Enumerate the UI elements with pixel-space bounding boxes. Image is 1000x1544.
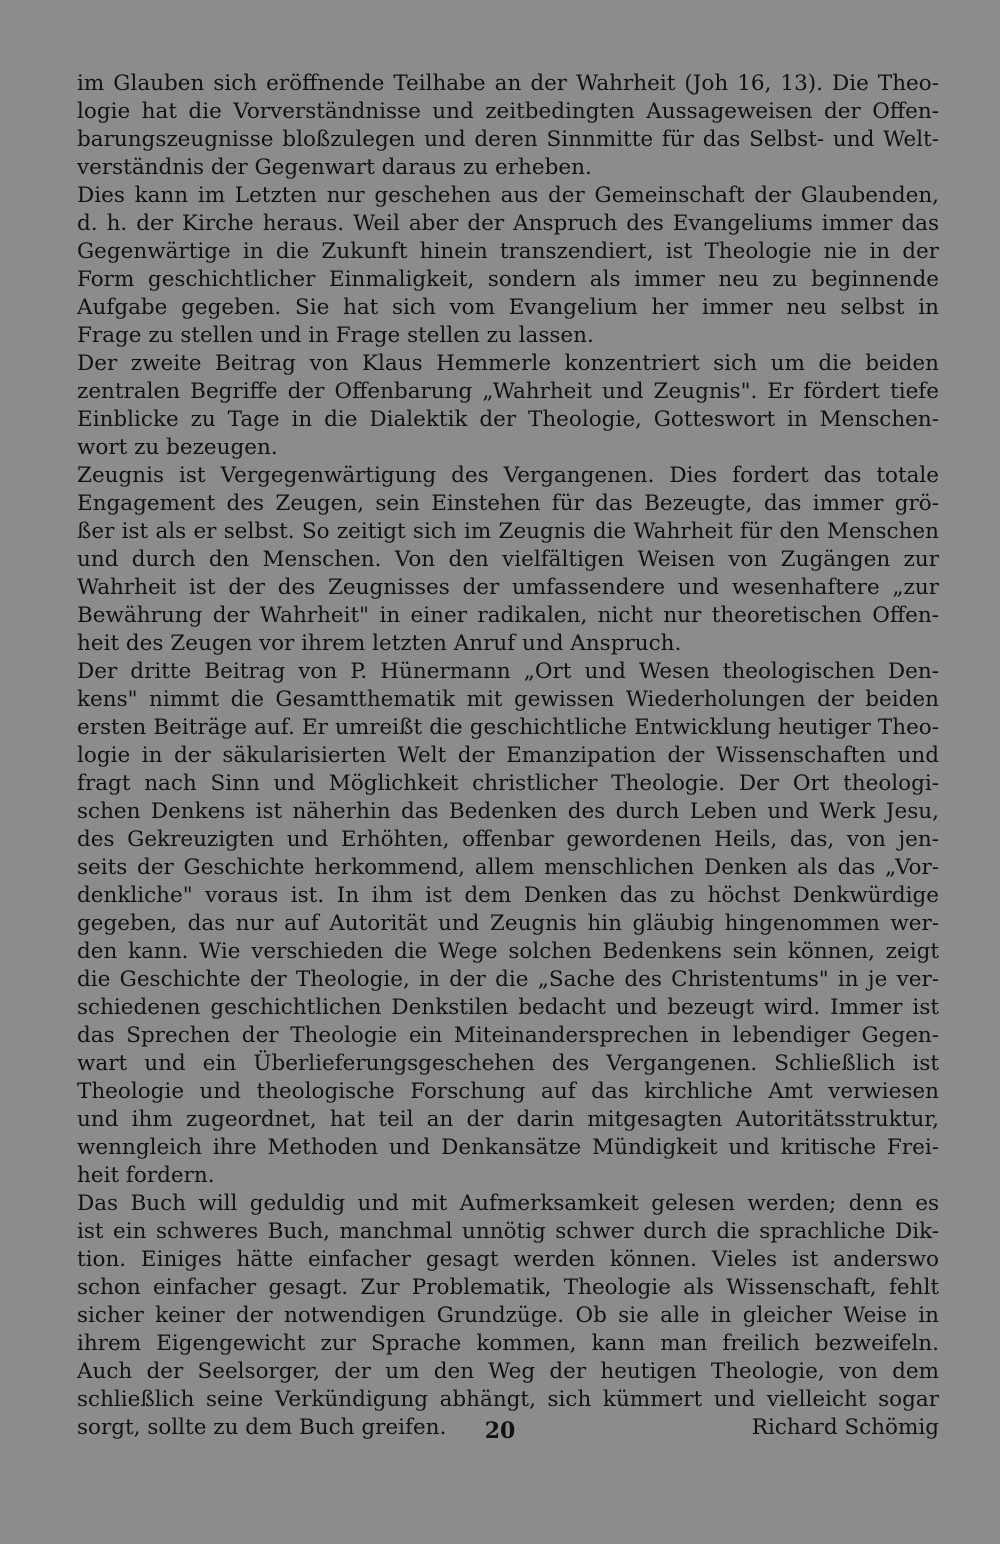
- text-line: die Geschichte der Theologie, in der die „Sache des Christentums" in je ver-: [77, 967, 939, 992]
- author-signature: Richard Schömig: [751, 1415, 939, 1440]
- text-line: seits der Geschichte herkommend, allem menschlichen Denken als das „Vor-: [77, 855, 939, 880]
- text-line: das Sprechen der Theologie ein Miteinandersprechen in lebendiger Gegen-: [77, 1023, 939, 1048]
- text-line: wenngleich ihre Methoden und Denkansätze Mündigkeit und kritische Frei-: [77, 1135, 939, 1160]
- text-line: ersten Beiträge auf. Er umreißt die geschichtliche Entwicklung heutiger Theo-: [77, 715, 939, 740]
- text-line: Auch der Seelsorger, der um den Weg der heutigen Theologie, von dem: [77, 1359, 939, 1384]
- text-line: Einblicke zu Tage in die Dialektik der Theologie, Gotteswort in Menschen-: [77, 407, 939, 432]
- text-line: Engagement des Zeugen, sein Einstehen für das Bezeugte, das immer grö-: [77, 491, 939, 516]
- text-line: schiedenen geschichtlichen Denkstilen bedacht und bezeugt wird. Immer ist: [77, 995, 939, 1020]
- text-line: heit fordern.: [77, 1163, 215, 1188]
- text-line: ßer ist als er selbst. So zeitigt sich im Zeugnis die Wahrheit für den Menschen: [77, 519, 939, 544]
- text-line: Theologie und theologische Forschung auf das kirchliche Amt verwiesen: [77, 1079, 939, 1104]
- text-line: des Gekreuzigten und Erhöhten, offenbar gewordenen Heils, das, von jen-: [77, 827, 939, 852]
- paragraph: [77, 182, 939, 350]
- paragraph: [77, 658, 939, 1190]
- text-line: Frage zu stellen und in Frage stellen zu lassen.: [77, 323, 594, 348]
- text-line: sicher keiner der notwendigen Grundzüge. Ob sie alle in gleicher Weise in: [77, 1303, 939, 1328]
- text-line: ihrem Eigengewicht zur Sprache kommen, kann man freilich bezweifeln.: [77, 1331, 939, 1356]
- text-line: verständnis der Gegenwart daraus zu erheben.: [77, 155, 592, 180]
- text-line: Das Buch will geduldig und mit Aufmerksamkeit gelesen werden; denn es: [77, 1191, 939, 1216]
- page-number: 20: [484, 1418, 516, 1444]
- text-line: kens" nimmt die Gesamtthematik mit gewissen Wiederholungen der beiden: [77, 687, 939, 712]
- text-line: Wahrheit ist der des Zeugnisses der umfassendere und wesenhaftere „zur: [77, 575, 939, 600]
- text-line: barungszeugnisse bloßzulegen und deren Sinnmitte für das Selbst- und Welt-: [77, 127, 939, 152]
- text-line: und ihm zugeordnet, hat teil an der darin mitgesagten Autoritätsstruktur,: [77, 1107, 939, 1132]
- paragraph: [77, 1190, 939, 1442]
- text-line: ist ein schweres Buch, manchmal unnötig schwer durch die sprachliche Dik-: [77, 1219, 939, 1244]
- text-line: und durch den Menschen. Von den vielfältigen Weisen von Zugängen zur: [77, 547, 939, 572]
- paragraph: [77, 350, 939, 462]
- text-line: logie hat die Vorverständnisse und zeitbedingten Aussageweisen der Offen-: [77, 99, 939, 124]
- closing-text: sorgt, sollte zu dem Buch greifen.: [77, 1415, 447, 1440]
- paragraph: [77, 70, 939, 182]
- text-line: Form geschichtlicher Einmaligkeit, sondern als immer neu zu beginnende: [77, 267, 939, 292]
- text-line: wart und ein Überlieferungsgeschehen des Vergangenen. Schließlich ist: [77, 1051, 939, 1076]
- text-line: tion. Einiges hätte einfacher gesagt werden können. Vieles ist anderswo: [77, 1247, 939, 1272]
- text-line: logie in der säkularisierten Welt der Emanzipation der Wissenschaften und: [77, 743, 939, 768]
- text-line: gegeben, das nur auf Autorität und Zeugnis hin gläubig hingenommen wer-: [77, 911, 939, 936]
- text-line: wort zu bezeugen.: [77, 435, 278, 460]
- text-line: Aufgabe gegeben. Sie hat sich vom Evangelium her immer neu selbst in: [77, 295, 939, 320]
- text-line: Gegenwärtige in die Zukunft hinein transzendiert, ist Theologie nie in der: [77, 239, 939, 264]
- text-line: zentralen Begriffe der Offenbarung „Wahrheit und Zeugnis". Er fördert tiefe: [77, 379, 939, 404]
- text-line: schließlich seine Verkündigung abhängt, sich kümmert und vielleicht sogar: [77, 1387, 939, 1412]
- review-text: [77, 70, 939, 1442]
- text-line: heit des Zeugen vor ihrem letzten Anruf und Anspruch.: [77, 631, 682, 656]
- text-line: im Glauben sich eröffnende Teilhabe an der Wahrheit (Joh 16, 13). Die Theo-: [77, 71, 939, 96]
- text-line: Bewährung der Wahrheit" in einer radikalen, nicht nur theoretischen Offen-: [77, 603, 939, 628]
- text-line: Dies kann im Letzten nur geschehen aus der Gemeinschaft der Glaubenden,: [77, 183, 939, 208]
- text-line: fragt nach Sinn und Möglichkeit christlicher Theologie. Der Ort theologi-: [77, 771, 939, 796]
- text-line: denkliche" voraus ist. In ihm ist dem Denken das zu höchst Denkwürdige: [77, 883, 939, 908]
- text-line: schen Denkens ist näherhin das Bedenken des durch Leben und Werk Jesu,: [77, 799, 939, 824]
- text-line: schon einfacher gesagt. Zur Problematik, Theologie als Wissenschaft, fehlt: [77, 1275, 939, 1300]
- text-line: Der zweite Beitrag von Klaus Hemmerle konzentriert sich um die beiden: [77, 351, 939, 376]
- text-line: Der dritte Beitrag von P. Hünermann „Ort und Wesen theologischen Den-: [77, 659, 939, 684]
- text-line: d. h. der Kirche heraus. Weil aber der Anspruch des Evangeliums immer das: [77, 211, 939, 236]
- text-line: Zeugnis ist Vergegenwärtigung des Vergangenen. Dies fordert das totale: [77, 463, 939, 488]
- text-line: den kann. Wie verschieden die Wege solchen Bedenkens sein können, zeigt: [77, 939, 939, 964]
- paragraph: [77, 462, 939, 658]
